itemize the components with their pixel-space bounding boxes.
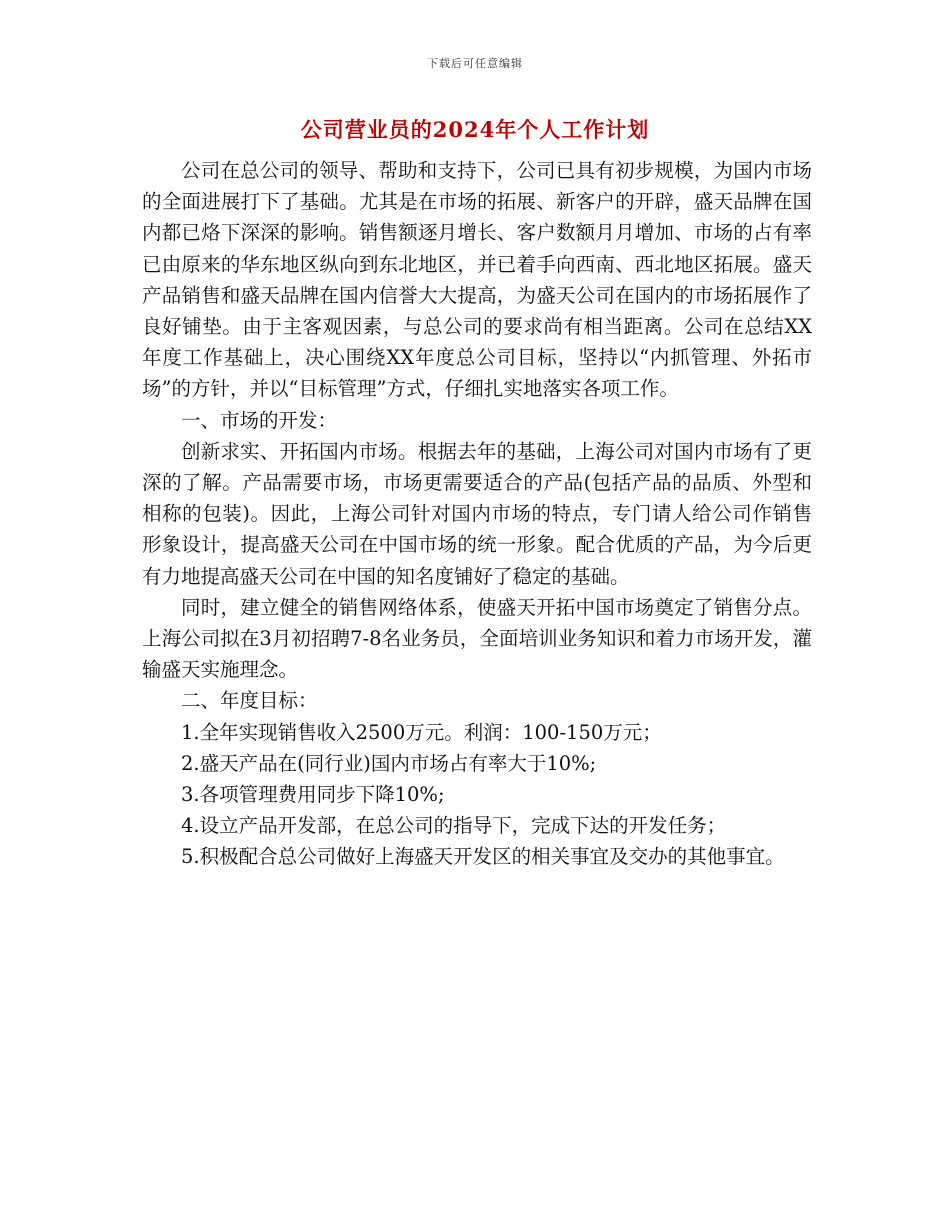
goal-item: 4.设立产品开发部，在总公司的指导下，完成下达的开发任务； [181,814,727,838]
market-paragraph-2: 同时，建立健全的销售网络体系，使盛天开拓中国市场奠定了销售分点。上海公司拟在3月初招聘7-8名业务员，全面培训业务知识和着力市场开发，灌输盛天实施理念。 [142,595,812,682]
document-title: 公司营业员的2024年个人工作计划 [300,117,650,142]
goal-item: 2.盛天产品在(同行业)国内市场占有率大于10%; [181,751,597,775]
goal-item: 1.全年实现销售收入2500万元。利润：100-150万元； [181,720,662,744]
goal-item: 3.各项管理费用同步下降10%; [181,783,445,807]
goal-item: 5.积极配合总公司做好上海盛天开发区的相关事宜及交办的其他事宜。 [181,845,785,869]
market-paragraph-1: 创新求实、开拓国内市场。根据去年的基础，上海公司对国内市场有了更深的了解。产品需要市场，市场更需要适合的产品(包括产品的品质、外型和相称的包装)。因此，上海公司针对国内市场的特点，专门请人给公司作销售形象设计，提高盛天公司在中国市场的统一形象。配合优质的产品，为今后更有力地提高盛天公司在中国的知名度铺好了稳定的基础。 [142,439,812,588]
document-body [142,155,812,873]
intro-paragraph: 公司在总公司的领导、帮助和支持下，公司已具有初步规模，为国内市场的全面进展打下了基础。尤其是在市场的拓展、新客户的开辟，盛天品牌在国内都已烙下深深的影响。销售额逐月增长、客户数额月月增加、市场的占有率已由原来的华东地区纵向到东北地区，并已着手向西南、西北地区拓展。盛天产品销售和盛天品牌在国内信誉大大提高，为盛天公司在国内的市场拓展作了良好铺垫。由于主客观因素，与总公司的要求尚有相当距离。公司在总结XX年度工作基础上，决心围绕XX年度总公司目标，坚持以“内抓管理、外拓市场”的方针，并以“目标管理”方式，仔细扎实地落实各项工作。 [142,159,812,401]
section-heading-market: 一、市场的开发： [181,408,338,432]
header-note: 下载后可任意编辑 [427,57,523,70]
section-heading-goals: 二、年度目标： [181,689,318,713]
